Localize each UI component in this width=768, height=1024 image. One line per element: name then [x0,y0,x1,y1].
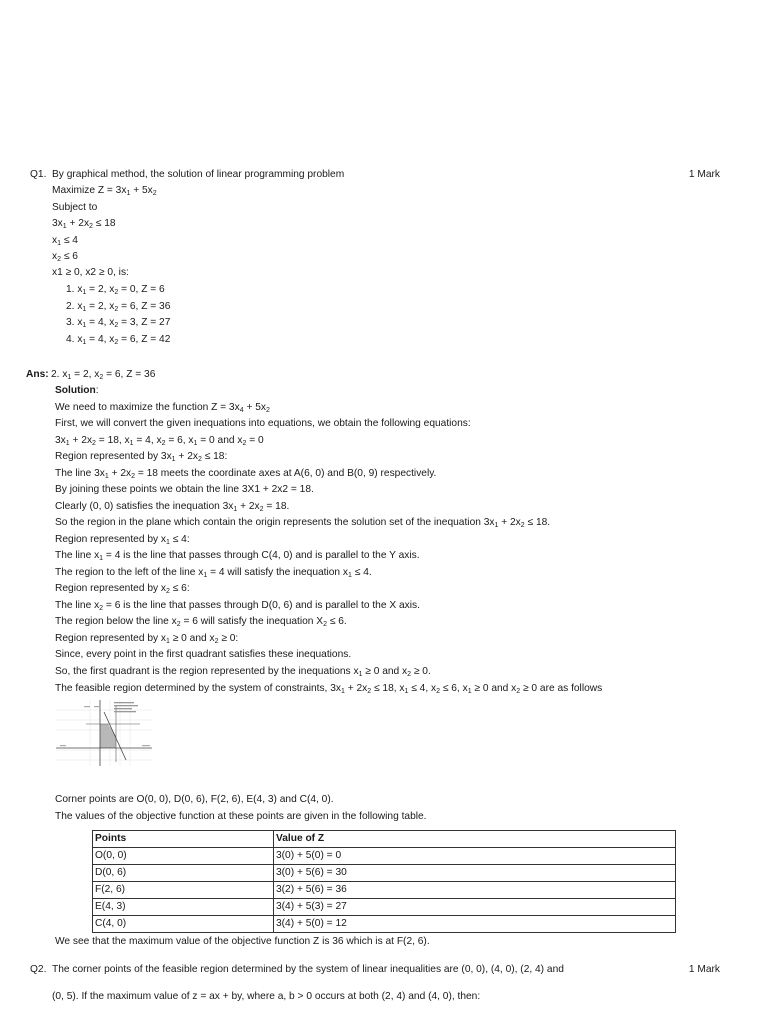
solution-line-16: Since, every point in the first quadrant satisfies these inequations. [55,649,352,660]
q1-option-1: 1. $x_1 = 2$, $x_2 = 0$, Z = 6 [66,284,165,296]
q2-stem-line-1: The corner points of the feasible region determined by the system of linear inequalities are (0, 0), (4, 0), (2, 4) and [52,964,564,975]
q2-stem-line-2: (0, 5). If the maximum value of z = ax + by, where a, b > 0 occurs at both (2, 4) and (4, 0), then: [52,991,481,1002]
solution-line-12: Region represented by $x_2 \le 6$: [55,583,190,595]
q1-constraint-2: $x_1 \le 4$ [52,235,78,247]
solution-line-2: First, we will convert the given inequations into equations, we obtain the following equations: [55,418,471,429]
table-cell: 3(2) + 5(6) = 36 [274,882,676,899]
solution-line-18: The feasible region determined by the system of constraints, $3x_1 + 2x_2 \le 18$, $x_1 \le 4$, $x_2 \le 6$, $x_1 \ge 0$ and $x_2 \ge 0$ are as follows [55,683,603,695]
solution-line-15: Region represented by $x_1 \ge 0$ and $x_2 \ge 0$: [55,633,239,645]
q1-subject-to: Subject to [52,202,98,213]
table-cell: O(0, 0) [93,848,274,865]
table-cell: E(4, 3) [93,899,274,916]
q1-marks: 1 Mark [688,169,720,180]
objective-values-table [92,830,676,933]
solution-line-7: Clearly (0, 0) satisfies the inequation $3x_1 + 2x_2 = 18$. [55,501,290,513]
solution-line-13: The line $x_2 = 6$ is the line that passes through D(0, 6) and is parallel to the X axis. [55,600,420,612]
q1-constraint-1: $3x_1 + 2x_2 \le 18$ [52,218,116,230]
feasible-region-graph [56,700,152,766]
solution-line-8: So the region in the plane which contain the origin represents the solution set of the inequation $3x_1 + 2x_2 \le 18$. [55,517,551,529]
q1-constraint-4: x1 ≥ 0, x2 ≥ 0, is: [52,267,129,278]
corner-points-line: Corner points are O(0, 0), D(0, 6), F(2, 6), E(4, 3) and C(4, 0). [55,794,334,805]
table-row [93,865,676,882]
table-cell: 3(0) + 5(0) = 0 [274,848,676,865]
solution-line-14: The region below the line $x_2 = 6$ will satisfy the inequation $X_2 \le 6$. [55,616,347,628]
feasible-region [100,724,116,748]
solution-line-3: $3x_1 + 2x_2 = 18$, $x_1 = 4$, $x_2 = 6$, $x_1 = 0$ and $x_2 = 0$ [55,435,264,447]
table-cell: F(2, 6) [93,882,274,899]
solution-line-9: Region represented by $x_1 \le 4$: [55,534,190,546]
q1-option-2: 2. $x_1 = 2$, $x_2 = 6$, Z = 36 [66,301,171,313]
table-header: Value of Z [274,831,676,848]
solution-line-5: The line $3x_1 + 2x_2 = 18$ meets the coordinate axes at A(6, 0) and B(0, 9) respectively. [55,468,437,480]
solution-line-1: We need to maximize the function $Z = 3x_4 + 5x_2$ [55,402,270,414]
table-row [93,899,676,916]
q1-option-4: 4. $x_1 = 4$, $x_2 = 6$, Z = 42 [66,334,171,346]
table-row [93,882,676,899]
conclusion-line: We see that the maximum value of the objective function Z is 36 which is at F(2, 6). [55,936,430,947]
values-intro-line: The values of the objective function at these points are given in the following table. [55,811,427,822]
solution-line-10: The line $x_1 = 4$ is the line that passes through C(4, 0) and is parallel to the Y axis. [55,550,420,562]
table-row [93,916,676,933]
q1-constraint-3: $x_2 \le 6$ [52,251,78,263]
q1-number: Q1. [30,169,47,180]
q1-stem: By graphical method, the solution of linear programming problem [52,169,345,180]
solution-line-6: By joining these points we obtain the line 3X1 + 2x2 = 18. [55,484,314,495]
table-header: Points [93,831,274,848]
table-row [93,848,676,865]
solution-line-4: Region represented by $3x_1 + 2x_2 \le 18$: [55,451,228,463]
q1-option-3: 3. $x_1 = 4$, $x_2 = 3$, Z = 27 [66,317,171,329]
graph-legend [114,702,138,712]
solution-heading: Solution: [55,385,99,396]
answer-label: Ans: [26,369,49,380]
q2-marks: 1 Mark [688,964,720,975]
q2-number: Q2. [30,964,47,975]
table-header-row [93,831,676,848]
table-cell: C(4, 0) [93,916,274,933]
table-cell: 3(4) + 5(0) = 12 [274,916,676,933]
solution-line-17: So, the first quadrant is the region represented by the inequations $x_1 \ge 0$ and $x_2 \ge 0$. [55,666,431,678]
table-cell: 3(4) + 5(3) = 27 [274,899,676,916]
table-cell: 3(0) + 5(6) = 30 [274,865,676,882]
q1-objective: Maximize $Z = 3x_1 + 5x_2$ [52,185,157,197]
table-cell: D(0, 6) [93,865,274,882]
solution-line-11: The region to the left of the line $x_1 = 4$ will satisfy the inequation $x_1 \le 4$. [55,567,372,579]
answer-value: 2. $x_1 = 2$, $x_2 = 6$, Z = 36 [51,369,156,381]
